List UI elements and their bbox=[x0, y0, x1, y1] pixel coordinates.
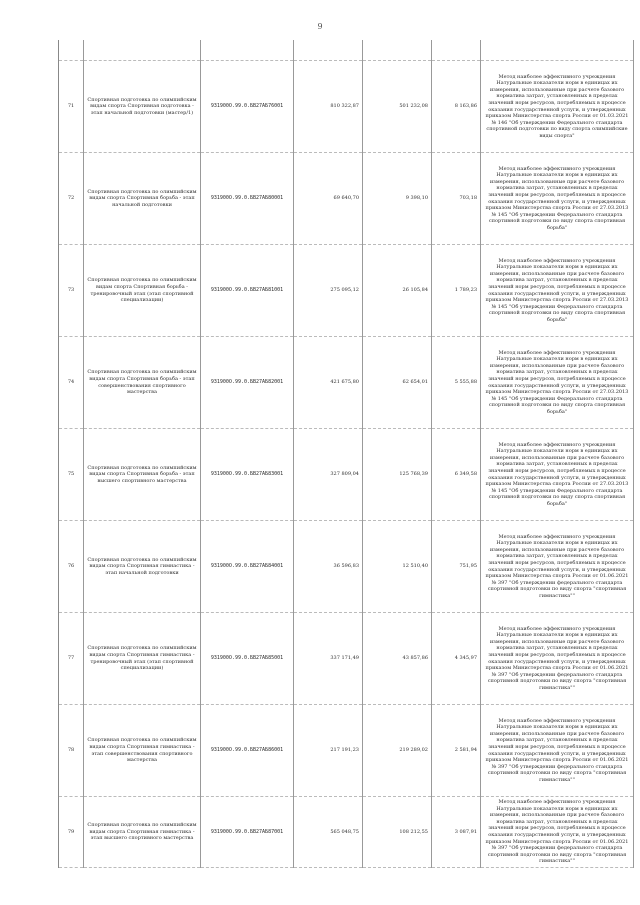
cost-value-1: 421 675,80 bbox=[294, 337, 363, 429]
calculation-method: Метод наиболее эффективного учреждения Натуральные показатели норм в единицах их измерения, использованные при расчете базового норматива затрат, установленных в пределах значений норм ресурсов, потребляемых в процессе оказания государственной услуги, и утвержденных приказом Министерства спорта России от 01.06.2021 № 397 "Об утверждении федерального стандарта спортивной подготовки по виду спорта "спортивная гимнастика"" bbox=[481, 705, 634, 797]
calculation-method: Метод наиболее эффективного учреждения Натуральные показатели норм в единицах их измерения, использованные при расчете базового норматива затрат, установленных в пределах значений норм ресурсов, потребляемых в процессе оказания государственной услуги, и утвержденных приказом Министерства спорта России от 27.03.2013 № 145 "Об утверждении Федерального стандарта спортивной подготовки по виду спорта спортивная борьба" bbox=[481, 429, 634, 521]
cost-value-2: 43 857,86 bbox=[363, 613, 432, 705]
service-name: Спортивная подготовка по олимпийским видам спорта Спортивная гимнастика - этап высшего спортивного мастерства bbox=[84, 797, 201, 868]
cost-value-3: 4 345,97 bbox=[432, 613, 481, 705]
registry-code: 931900О.99.0.БВ27АБ76001 bbox=[201, 61, 294, 153]
table-row bbox=[59, 429, 634, 521]
cost-value-2: 62 654,01 bbox=[363, 337, 432, 429]
row-number: 73 bbox=[59, 245, 84, 337]
cost-value-2: 125 768,39 bbox=[363, 429, 432, 521]
calculation-method: Метод наиболее эффективного учреждения Натуральные показатели норм в единицах их измерения, использованные при расчете базового норматива затрат, установленных в пределах значений норм ресурсов, потребляемых в процессе оказания государственной услуги, и утвержденных приказом Министерства спорта России от 01.03.2021 № 146 "Об утверждении Федерального стандарта спортивной подготовки по виду спорта олимпийские виды спорта" bbox=[481, 61, 634, 153]
row-number: 76 bbox=[59, 521, 84, 613]
row-number: 71 bbox=[59, 61, 84, 153]
cost-value-3: 3 087,91 bbox=[432, 797, 481, 868]
service-name: Спортивная подготовка по олимпийским видам спорта Спортивная борьба - этап совершенствования спортивного мастерства bbox=[84, 337, 201, 429]
service-name: Спортивная подготовка по олимпийским видам спорта Спортивная гимнастика - тренировочный этап (этап спортивной специализации) bbox=[84, 613, 201, 705]
row-number: 79 bbox=[59, 797, 84, 868]
service-name: Спортивная подготовка по олимпийским видам спорта Спортивная подготовка - этап начальной подготовки (мастер/1) bbox=[84, 61, 201, 153]
cost-value-3: 6 349,58 bbox=[432, 429, 481, 521]
registry-code: 931900О.99.0.БВ27АБ82001 bbox=[201, 337, 294, 429]
norms-table bbox=[58, 40, 634, 868]
calculation-method: Метод наиболее эффективного учреждения Натуральные показатели норм в единицах их измерения, использованные при расчете базового норматива затрат, установленных в пределах значений норм ресурсов, потребляемых в процессе оказания государственной услуги, и утвержденных приказом Министерства спорта России от 27.03.2013 № 145 "Об утверждении Федерального стандарта спортивной подготовки по виду спорта спортивная борьба" bbox=[481, 337, 634, 429]
table-row bbox=[59, 613, 634, 705]
registry-code: 931900О.99.0.БВ27АБ83001 bbox=[201, 429, 294, 521]
cost-value-2: 108 212,55 bbox=[363, 797, 432, 868]
row-number: 72 bbox=[59, 153, 84, 245]
cost-value-1: 69 640,70 bbox=[294, 153, 363, 245]
calculation-method: Метод наиболее эффективного учреждения Натуральные показатели норм в единицах их измерения, использованные при расчете базового норматива затрат, установленных в пределах значений норм ресурсов, потребляемых в процессе оказания государственной услуги, и утвержденных приказом Министерства спорта России от 01.06.2021 № 397 "Об утверждении федерального стандарта спортивной подготовки по виду спорта "спортивная гимнастика"" bbox=[481, 797, 634, 868]
cost-value-2: 219 289,02 bbox=[363, 705, 432, 797]
cost-value-1: 337 171,49 bbox=[294, 613, 363, 705]
registry-code: 931900О.99.0.БВ27АБ85001 bbox=[201, 613, 294, 705]
table-row-spacer bbox=[59, 40, 634, 61]
cost-value-3: 8 163,86 bbox=[432, 61, 481, 153]
service-name: Спортивная подготовка по олимпийским видам спорта Спортивная борьба - этап высшего спортивного мастерства bbox=[84, 429, 201, 521]
service-name: Спортивная подготовка по олимпийским видам спорта Спортивная гимнастика - этап совершенствования спортивного мастерства bbox=[84, 705, 201, 797]
row-number: 77 bbox=[59, 613, 84, 705]
calculation-method: Метод наиболее эффективного учреждения Натуральные показатели норм в единицах их измерения, использованные при расчете базового норматива затрат, установленных в пределах значений норм ресурсов, потребляемых в процессе оказания государственной услуги, и утвержденных приказом Министерства спорта России от 27.03.2013 № 145 "Об утверждении Федерального стандарта спортивной подготовки по виду спорта спортивная борьба" bbox=[481, 153, 634, 245]
row-number: 74 bbox=[59, 337, 84, 429]
calculation-method: Метод наиболее эффективного учреждения Натуральные показатели норм в единицах их измерения, использованные при расчете базового норматива затрат, установленных в пределах значений норм ресурсов, потребляемых в процессе оказания государственной услуги, и утвержденных приказом Министерства спорта России от 01.06.2021 № 397 "Об утверждении федерального стандарта спортивной подготовки по виду спорта "спортивная гимнастика"" bbox=[481, 521, 634, 613]
service-name: Спортивная подготовка по олимпийским видам спорта Спортивная гимнастика - этап начальной подготовки bbox=[84, 521, 201, 613]
table-row bbox=[59, 705, 634, 797]
registry-code: 931900О.99.0.БВ27АБ86001 bbox=[201, 705, 294, 797]
cost-value-3: 1 789,23 bbox=[432, 245, 481, 337]
cost-value-2: 26 105,84 bbox=[363, 245, 432, 337]
service-name: Спортивная подготовка по олимпийским видам спорта Спортивная борьба - тренировочный этап (этап спортивной специализации) bbox=[84, 245, 201, 337]
cost-value-3: 2 581,94 bbox=[432, 705, 481, 797]
cost-value-1: 810 322,87 bbox=[294, 61, 363, 153]
cost-value-1: 327 809,04 bbox=[294, 429, 363, 521]
row-number: 75 bbox=[59, 429, 84, 521]
cost-value-2: 501 232,08 bbox=[363, 61, 432, 153]
registry-code: 931900О.99.0.БВ27АБ84001 bbox=[201, 521, 294, 613]
cost-value-3: 751,95 bbox=[432, 521, 481, 613]
page-number: 9 bbox=[317, 22, 323, 31]
table-row bbox=[59, 521, 634, 613]
cost-value-1: 275 095,12 bbox=[294, 245, 363, 337]
cost-value-1: 217 191,23 bbox=[294, 705, 363, 797]
table-row bbox=[59, 797, 634, 868]
cost-value-2: 12 510,40 bbox=[363, 521, 432, 613]
cost-value-3: 703,18 bbox=[432, 153, 481, 245]
table-row bbox=[59, 337, 634, 429]
service-name: Спортивная подготовка по олимпийским видам спорта Спортивная борьба - этап начальной подготовки bbox=[84, 153, 201, 245]
cost-value-3: 5 555,88 bbox=[432, 337, 481, 429]
calculation-method: Метод наиболее эффективного учреждения Натуральные показатели норм в единицах их измерения, использованные при расчете базового норматива затрат, установленных в пределах значений норм ресурсов, потребляемых в процессе оказания государственной услуги, и утвержденных приказом Министерства спорта России от 27.03.2013 № 145 "Об утверждении Федерального стандарта спортивной подготовки по виду спорта спортивная борьба" bbox=[481, 245, 634, 337]
registry-code: 931900О.99.0.БВ27АБ80001 bbox=[201, 153, 294, 245]
table-row bbox=[59, 153, 634, 245]
table-row bbox=[59, 245, 634, 337]
table-row bbox=[59, 61, 634, 153]
row-number: 78 bbox=[59, 705, 84, 797]
calculation-method: Метод наиболее эффективного учреждения Натуральные показатели норм в единицах их измерения, использованные при расчете базового норматива затрат, установленных в пределах значений норм ресурсов, потребляемых в процессе оказания государственной услуги, и утвержденных приказом Министерства спорта России от 01.06.2021 № 397 "Об утверждении федерального стандарта спортивной подготовки по виду спорта "спортивная гимнастика"" bbox=[481, 613, 634, 705]
registry-code: 931900О.99.0.БВ27АБ87001 bbox=[201, 797, 294, 868]
cost-value-1: 36 596,83 bbox=[294, 521, 363, 613]
cost-value-1: 565 048,75 bbox=[294, 797, 363, 868]
registry-code: 931900О.99.0.БВ27АБ81001 bbox=[201, 245, 294, 337]
cost-value-2: 9 398,10 bbox=[363, 153, 432, 245]
